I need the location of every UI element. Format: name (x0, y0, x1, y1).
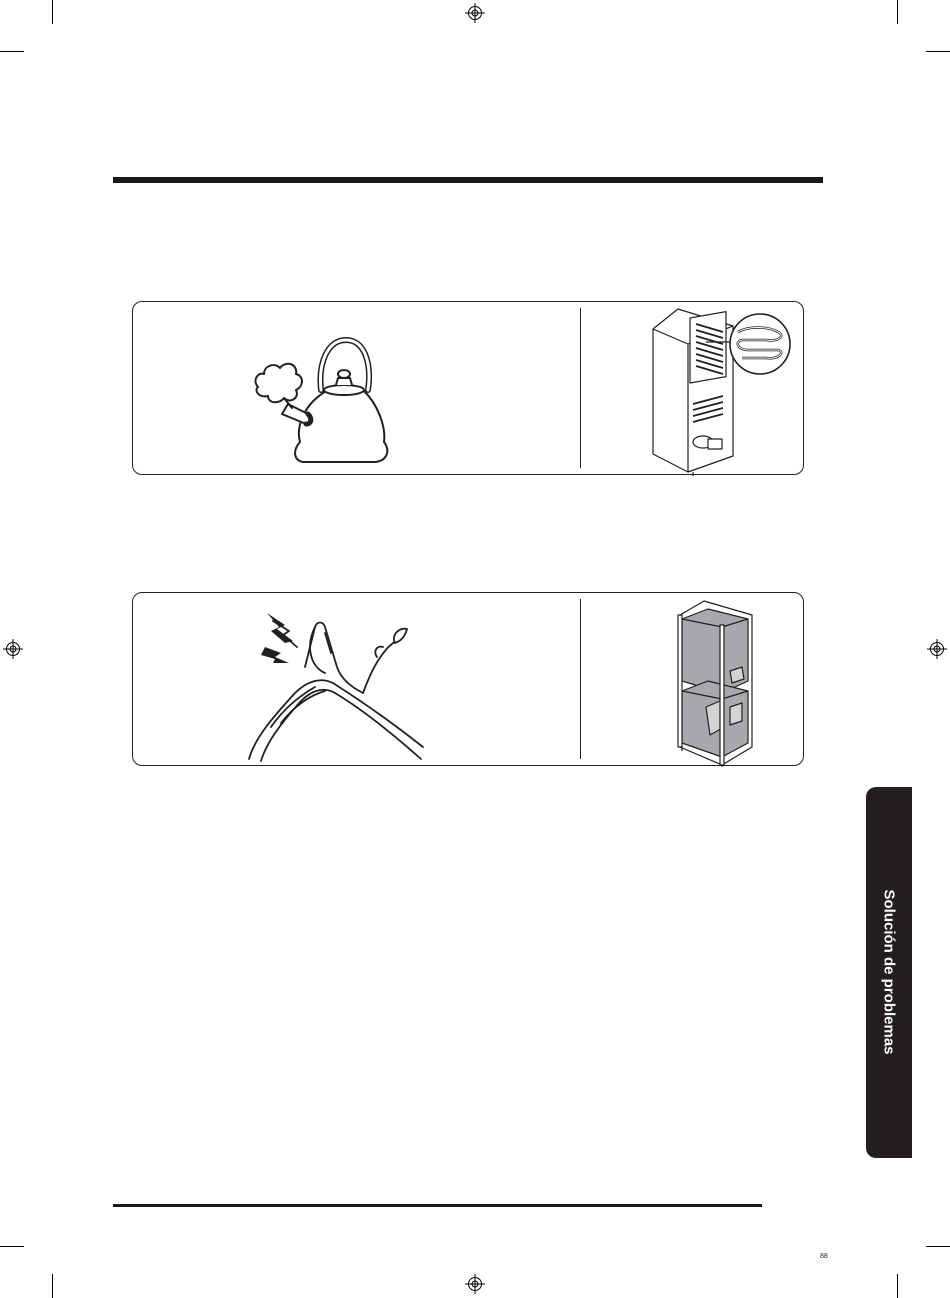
registration-mark-icon (3, 639, 23, 659)
crop-mark (0, 1246, 24, 1247)
registration-mark-icon (927, 639, 947, 659)
figure-panel-1 (132, 301, 804, 475)
figure-panel-2 (132, 592, 804, 766)
panel-divider (580, 308, 581, 468)
tree-branch-crack-icon (245, 607, 425, 765)
fridge-condenser-back-icon (638, 304, 798, 476)
fridge-interior-icon (668, 597, 763, 767)
panel-divider (580, 599, 581, 759)
crop-mark (52, 0, 53, 24)
crop-mark (926, 51, 950, 52)
kettle-steam-icon (248, 332, 408, 472)
registration-mark-icon (465, 3, 485, 23)
page-mark: 88 (820, 1253, 828, 1260)
crop-mark (897, 1274, 898, 1298)
footer-rule (113, 1204, 762, 1207)
header-rule (113, 177, 823, 183)
crop-mark (926, 1246, 950, 1247)
crop-mark (52, 1274, 53, 1298)
section-tab-label: Solución de problemas (880, 889, 898, 1055)
section-tab (866, 787, 912, 1158)
crop-mark (0, 51, 24, 52)
registration-mark-icon (465, 1274, 485, 1294)
crop-mark (897, 0, 898, 24)
